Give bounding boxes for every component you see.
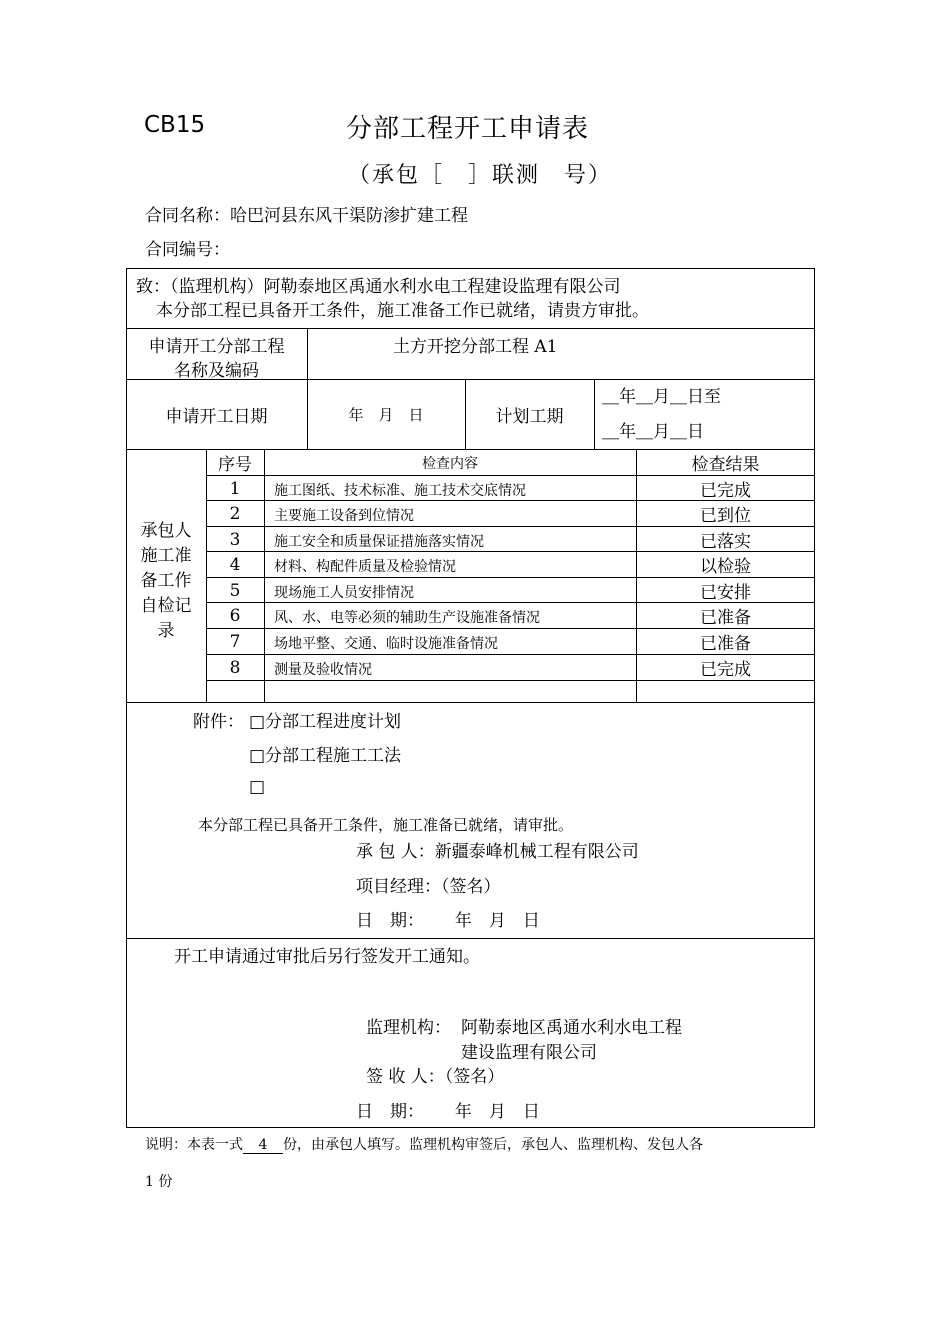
addressee: 致：（监理机构）阿勒泰地区禹通水利水电工程建设监理有限公司 (136, 277, 621, 297)
row-result: 已完成 (700, 660, 751, 680)
footer-suffix: 份，由承包人填写。监理机构审签后，承包人、监理机构、发包人各 (283, 1137, 703, 1153)
row-number: 2 (229, 503, 241, 524)
project-name-value: 土方开挖分部工程 A1 (393, 337, 558, 357)
copies-count: 4 (243, 1137, 283, 1154)
row-content: 施工图纸、技术标准、施工技术交底情况 (274, 483, 526, 499)
row-result: 以检验 (700, 557, 751, 577)
contract-name: 合同名称：哈巴河县东风干渠防渗扩建工程 (145, 206, 468, 226)
contractor-date: 日 期： 年 月 日 (356, 911, 540, 931)
divider (126, 938, 815, 939)
checklist-side-label-5: 录 (157, 621, 175, 641)
checklist-side-label-2: 施工准 (140, 546, 192, 566)
divider (594, 379, 595, 449)
project-label-line2: 名称及编码 (174, 361, 259, 381)
divider (126, 328, 815, 329)
form-subtitle: （承包［ ］联测 号） (348, 163, 613, 188)
attachment-construction-method[interactable]: □分部工程施工工法 (249, 746, 402, 766)
row-number: 4 (229, 554, 241, 575)
row-number: 6 (229, 605, 241, 626)
receiver-signature: 签 收 人：（签名） (366, 1067, 505, 1087)
checklist-side-label-3: 备工作 (140, 571, 192, 591)
divider (206, 680, 815, 681)
project-manager-signature: 项目经理：（签名） (356, 877, 501, 897)
row-content: 测量及验收情况 (274, 662, 372, 678)
checklist-side-label-1: 承包人 (140, 521, 192, 541)
attachment-other[interactable]: □ (249, 777, 266, 797)
row-result: 已完成 (700, 481, 751, 501)
row-number: 8 (229, 657, 241, 678)
row-content: 施工安全和质量保证措施落实情况 (274, 534, 484, 550)
row-content: 主要施工设备到位情况 (274, 508, 414, 524)
attachments-label: 附件： (193, 712, 244, 732)
row-content: 场地平整、交通、临时设施准备情况 (274, 636, 498, 652)
divider (126, 702, 815, 703)
row-result: 已准备 (700, 634, 751, 654)
footer-prefix: 说明：本表一式 (145, 1137, 243, 1153)
project-label-line1: 申请开工分部工程 (148, 337, 285, 357)
planned-period-start: ＿年＿月＿日至 (602, 387, 721, 407)
column-header-number: 序号 (218, 455, 252, 475)
approval-note: 开工申请通过审批后另行签发开工通知。 (174, 947, 480, 967)
contractor-name: 承 包 人：新疆泰峰机械工程有限公司 (356, 842, 639, 862)
divider (264, 449, 265, 702)
row-number: 1 (229, 478, 241, 499)
supervisor-org-label: 监理机构： (366, 1018, 451, 1038)
attachment-progress-plan[interactable]: □分部工程进度计划 (249, 712, 402, 732)
row-content: 风、水、电等必须的辅助生产设施准备情况 (274, 610, 540, 626)
supervisor-date: 日 期： 年 月 日 (356, 1102, 540, 1122)
row-content: 材料、构配件质量及检验情况 (274, 559, 456, 575)
footer-line2: 1 份 (145, 1174, 173, 1190)
footer-note (145, 1134, 703, 1154)
column-header-content: 检查内容 (422, 455, 478, 472)
planned-period-end: ＿年＿月＿日 (602, 422, 704, 442)
row-number: 7 (229, 631, 241, 652)
row-result: 已落实 (700, 532, 751, 552)
contractor-statement: 本分部工程已具备开工条件，施工准备已就绪，请审批。 (198, 816, 574, 834)
planned-period-label: 计划工期 (495, 406, 564, 427)
start-date-label: 申请开工日期 (165, 406, 268, 427)
form-code: CB15 (144, 112, 206, 138)
start-date-value: 年 月 日 (348, 405, 424, 424)
row-number: 3 (229, 529, 241, 550)
row-result: 已安排 (700, 583, 751, 603)
row-number: 5 (229, 580, 241, 601)
row-content: 现场施工人员安排情况 (274, 585, 414, 601)
row-result: 已到位 (700, 506, 751, 526)
contract-number: 合同编号： (145, 240, 230, 260)
supervisor-org-line1: 阿勒泰地区禹通水利水电工程 (461, 1018, 682, 1038)
row-result: 已准备 (700, 608, 751, 628)
column-header-result: 检查结果 (691, 455, 760, 475)
page-title: 分部工程开工申请表 (346, 114, 590, 144)
checklist-side-label-4: 自检记 (140, 596, 192, 616)
supervisor-org-line2: 建设监理有限公司 (461, 1043, 597, 1063)
request-statement: 本分部工程已具备开工条件，施工准备工作已就绪，请贵方审批。 (156, 301, 649, 321)
